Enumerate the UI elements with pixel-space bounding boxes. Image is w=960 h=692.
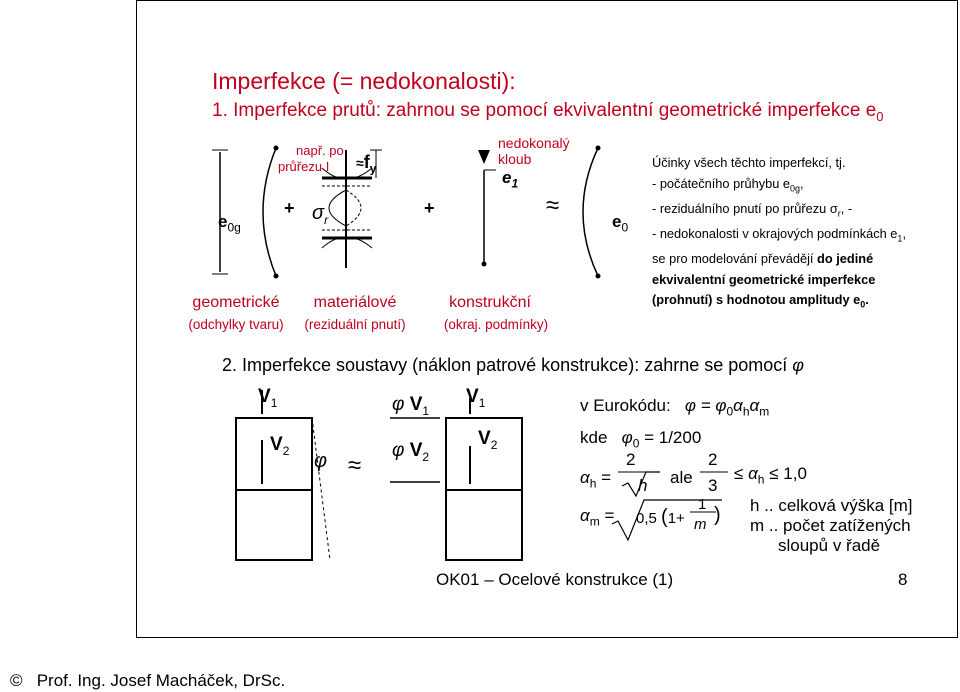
equivalent-frame-diagram [390, 398, 522, 560]
material-label: materiálové [313, 294, 397, 311]
section2-heading: 2. Imperfekce soustavy (náklon patrové konstrukce): zahrne se pomocí φ [222, 355, 805, 375]
alpha-h-symbol: $\alpha_h$ = [580, 468, 612, 491]
alpha-m-denominator: m [694, 516, 707, 533]
m-description-2: sloupů v řadě [778, 536, 881, 555]
h-description: h .. celková výška [m] [750, 496, 913, 515]
e0-label: $e_0$ [612, 212, 629, 235]
explanation-line-6: ekvivalentní geometrické imperfekce [652, 271, 876, 287]
phi-v2-label: φ $V_2$ [392, 440, 430, 464]
alpha-m-close-paren: ) [714, 504, 721, 526]
approx-sign-1: ≈ [546, 192, 560, 219]
phi-v1-label: φ $V_1$ [392, 394, 430, 418]
explanation-line-4: - nedokonalosti v okrajových podmínkách $e_1$, [652, 225, 906, 244]
phi-label-frame: φ [314, 450, 328, 472]
explanation-line-2: - počátečního průhybu $e_{0g}$, [652, 175, 804, 194]
sway-frame-diagram [236, 390, 330, 560]
explanation-line-5: se pro modelování převádějí do jediné [652, 251, 874, 267]
approx-sign-2: ≈ [348, 452, 362, 479]
v1-label-left: $V_1$ [258, 386, 278, 410]
kloub-label: kloub [498, 151, 532, 167]
plus-sign-2: + [424, 198, 435, 218]
equivalent-column-diagram [583, 146, 601, 279]
alpha-m-symbol: $\alpha_m$ = [580, 506, 615, 529]
constructional-sublabel: (okraj. podmínky) [443, 317, 549, 332]
m-description: m .. počet zatížených [750, 516, 911, 535]
slide-subtitle: 1. Imperfekce prutů: zahrnou se pomocí ekvivalentní geometrické imperfekce $e_0$ [212, 100, 884, 124]
napr-label: např. po [296, 143, 344, 158]
geometric-label: geometrické [192, 294, 280, 311]
explanation-line-3: - reziduálního pnutí po průřezu $\sigma_r$, - [652, 200, 853, 219]
explanation-line-1: Účinky všech těchto imperfekcí, tj. [652, 155, 846, 170]
constructional-label: konstrukční [449, 294, 531, 311]
explanation-line-7: (prohnutí) s hodnotou amplitudy $e_0$. [652, 292, 869, 310]
alpha-m-numerator: 1 [698, 496, 707, 513]
slide-title: Imperfekce (= nedokonalosti): [212, 68, 516, 94]
limit-numerator: 2 [708, 450, 718, 469]
nedokonaly-label: nedokonalý [498, 135, 570, 151]
fy-label: $\approx f_y$ [356, 152, 377, 176]
alpha-h-range: ≤ $\alpha_h \le 1,0$ [734, 464, 807, 487]
alpha-m-body: 0,5 (1+ [636, 506, 685, 528]
e0g-label: $e_{0g}$ [218, 212, 241, 235]
geometric-sublabel: (odchylky tvaru) [188, 317, 284, 332]
v2-label-left: $V_2$ [270, 434, 290, 458]
material-sublabel: (reziduální pnutí) [304, 317, 406, 332]
plus-sign-1: + [284, 198, 295, 218]
author-line: © Prof. Ing. Josef Macháček, DrSc. [10, 671, 286, 690]
v1-label-right: $V_1$ [466, 386, 486, 410]
ale-label: ale [670, 468, 693, 487]
alpha-h-numerator: 2 [626, 450, 636, 469]
course-footer: OK01 – Ocelové konstrukce (1) [436, 570, 674, 589]
phi0-formula: kde $\varphi_0 = 1/200$ [580, 428, 702, 451]
page-number: 8 [898, 570, 908, 589]
hinge-column-diagram [478, 150, 496, 267]
v2-label-right: $V_2$ [478, 428, 498, 452]
prurezu-label: průřezu I [278, 159, 330, 174]
alpha-h-denominator: h [638, 476, 648, 495]
eurocode-formula: v Eurokódu: $\varphi = \varphi_0\alpha_h\alpha_m$ [580, 396, 770, 419]
limit-denominator: 3 [708, 476, 718, 495]
sigma-label: $\sigma_r$ [312, 202, 329, 227]
imperfection-explanation [652, 153, 906, 315]
e1-label: $e_1$ [502, 168, 519, 191]
